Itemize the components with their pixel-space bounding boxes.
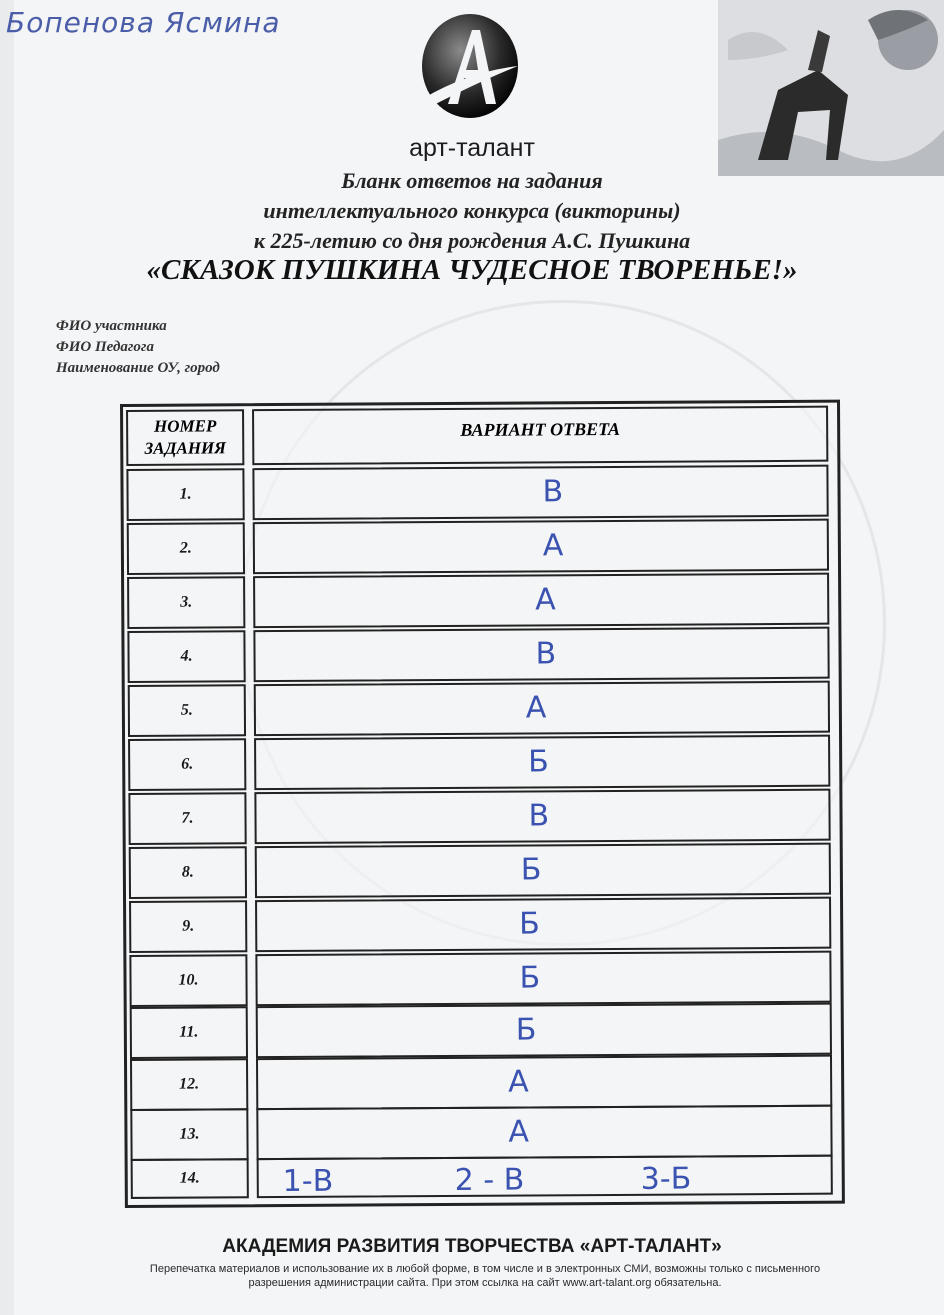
task-number: 6. (128, 738, 246, 791)
table-row (130, 1003, 832, 1059)
handwritten-answer: А (535, 582, 556, 618)
answer-cell[interactable] (257, 1155, 833, 1199)
answer-cell[interactable] (256, 1105, 832, 1161)
answer-cell[interactable] (255, 951, 831, 1007)
handwritten-answer: Б (528, 744, 549, 780)
handwritten-answer: 1-В (282, 1163, 334, 1200)
task-number: 5. (128, 684, 246, 737)
table-row (131, 1155, 833, 1199)
table-row (126, 465, 828, 521)
task-number: 9. (129, 900, 247, 953)
handwritten-answer: А (525, 690, 547, 726)
table-row (129, 951, 831, 1007)
table-row (129, 843, 831, 899)
footer-title: АКАДЕМИЯ РАЗВИТИЯ ТВОРЧЕСТВА «АРТ-ТАЛАНТ» (222, 1236, 722, 1257)
task-number: 2. (127, 522, 245, 575)
handwritten-answer: В (535, 636, 557, 672)
answer-cell[interactable] (252, 465, 828, 521)
handwritten-name: Бопенова Ясмина (6, 6, 281, 39)
table-row (127, 627, 829, 683)
answer-cell[interactable] (256, 1055, 832, 1111)
task-number: 3. (127, 576, 245, 629)
main-title: «СКАЗОК ПУШКИНА ЧУДЕСНОЕ ТВОРЕНЬЕ!» (146, 254, 798, 286)
teacher-label: ФИО Педагога (56, 339, 154, 355)
table-row (130, 1105, 832, 1161)
answer-table (120, 400, 845, 1208)
subtitle-line-1: Бланк ответов на задания (341, 168, 603, 193)
handwritten-answer: Б (520, 852, 542, 888)
task-number: 4. (127, 630, 245, 683)
participant-label: ФИО участника (56, 318, 167, 334)
table-row (128, 789, 830, 845)
handwritten-answer: А (508, 1064, 529, 1100)
table-row (128, 681, 830, 737)
answer-cell[interactable] (254, 681, 830, 737)
table-row (129, 897, 831, 953)
handwritten-answer: Б (519, 960, 541, 996)
task-number: 14. (131, 1158, 249, 1199)
handwritten-answer: В (542, 474, 564, 510)
task-number: 11. (130, 1006, 248, 1059)
handwritten-answer: Б (519, 906, 540, 942)
handwritten-answer: В (528, 798, 550, 834)
answer-cell[interactable] (256, 1003, 832, 1059)
task-number: 1. (126, 468, 244, 521)
answer-cell[interactable] (255, 843, 831, 899)
subtitle-line-3: к 225-летию со дня рождения А.С. Пушкина (253, 228, 691, 253)
handwritten-answer: А (542, 528, 564, 564)
table-row (130, 1055, 832, 1111)
art-talant-logo (418, 12, 522, 124)
answer-cell[interactable] (253, 519, 829, 575)
task-number: 13. (130, 1108, 248, 1161)
handwritten-answer: Б (515, 1012, 537, 1048)
task-number: 10. (129, 954, 247, 1007)
handwritten-answer: 3-Б (640, 1161, 692, 1197)
table-row (127, 519, 829, 575)
table-header (126, 406, 828, 466)
answer-cell[interactable] (253, 573, 829, 629)
brand-name: арт-талант (409, 134, 535, 162)
number-column-header: НОМЕР ЗАДАНИЯ (126, 409, 244, 466)
table-row (127, 573, 829, 629)
subtitle-line-2: интеллектуального конкурса (викторины) (263, 198, 681, 223)
answer-cell[interactable] (253, 627, 829, 683)
answer-cell[interactable] (254, 789, 830, 845)
task-number: 12. (130, 1058, 248, 1111)
table-row (128, 735, 830, 791)
answer-column-header: ВАРИАНТ ОТВЕТА (252, 406, 828, 466)
task-number: 7. (128, 792, 246, 845)
pushkin-illustration (718, 0, 944, 176)
footer-note: Перепечатка материалов и использование их в любой форме, в том числе и в электронных СМИ, возможны только с письменного разрешения администрации сайта. При этом ссылка на сайт www.art-talant.org обязательна. (149, 1263, 821, 1289)
answer-cell[interactable] (254, 735, 830, 791)
task-number: 8. (129, 846, 247, 899)
answer-cell[interactable] (255, 897, 831, 953)
handwritten-answer: 2 - В (454, 1162, 525, 1198)
handwritten-answer: А (508, 1114, 530, 1150)
school-label: Наименование ОУ, город (56, 360, 220, 376)
